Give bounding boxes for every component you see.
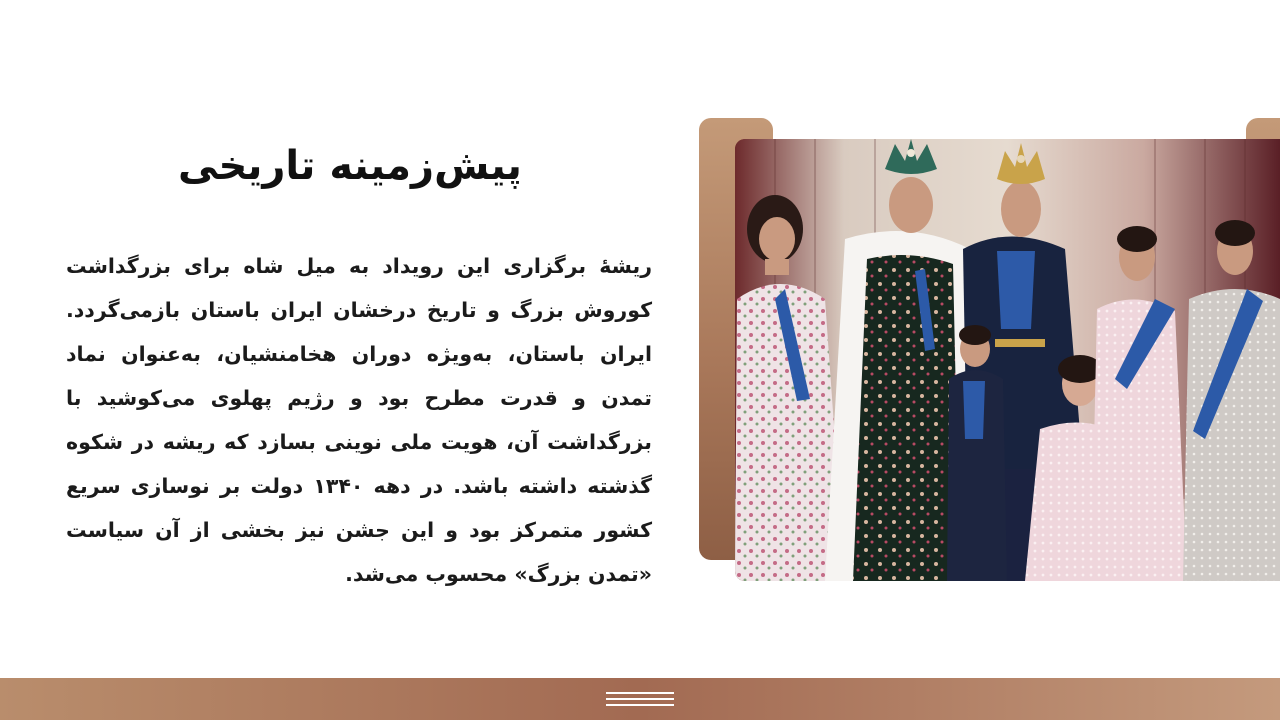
slide-body-text: ریشهٔ برگزاری این رویداد به میل شاه برای بزرگداشت کوروش بزرگ و تاریخ درخشان ایران باستان بازمی‌گردد. ایران باستان، به‌ویژه دوران هخامنشیان، به‌عنوان نماد تمدن و قدرت مطرح بود و رژیم پهلوی می‌کوشید با بزرگداشت آن، هویت ملی نوینی بسازد که ریشه در شکوه گذشته داشته باشد. در دهه ۱۳۴۰ دولت بر نوسازی سریع کشور متمرکز بود و این جشن نیز بخشی از آن سیاست «تمدن بزرگ» محسوب می‌شد. bbox=[66, 254, 652, 586]
menu-icon[interactable] bbox=[606, 690, 674, 706]
slide-title: پیش‌زمینه تاریخی bbox=[178, 143, 522, 189]
portrait-illustration bbox=[735, 139, 1280, 581]
group-portrait-image bbox=[735, 139, 1280, 581]
